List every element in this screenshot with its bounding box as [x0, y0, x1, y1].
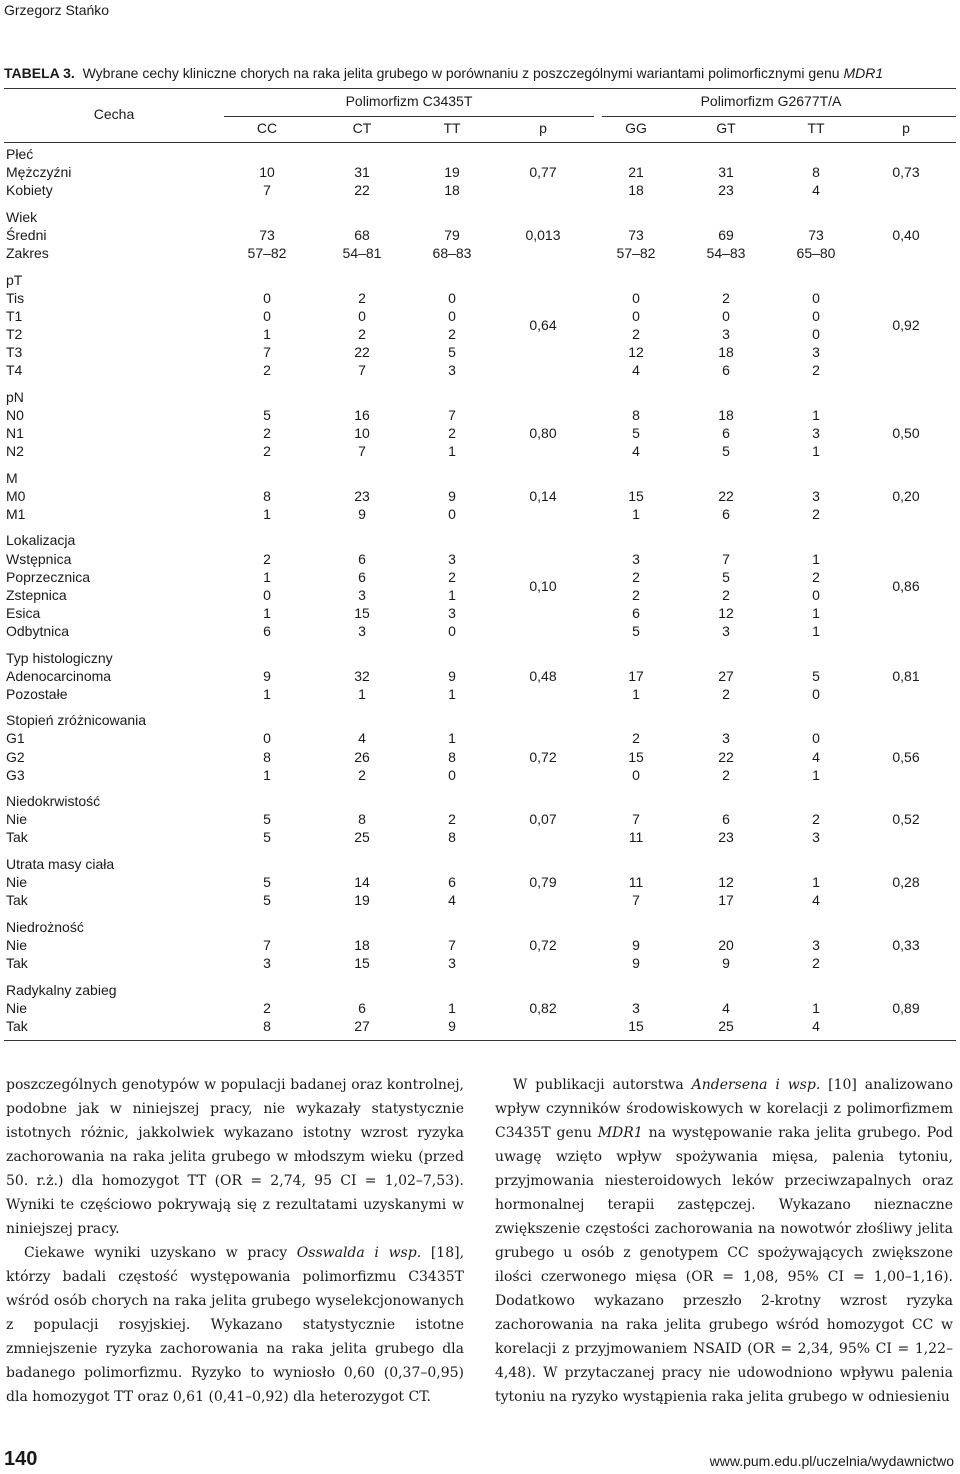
- table-cell: 4: [448, 892, 456, 909]
- table-cell: 5: [263, 811, 271, 828]
- row-label: Nie: [6, 874, 28, 891]
- table-cell: 14: [354, 874, 370, 891]
- table-cell: 3: [448, 955, 456, 971]
- p-value-c3435t: 0,10: [529, 577, 557, 594]
- table-cell: 7: [263, 344, 271, 360]
- table-cell: 0: [358, 307, 366, 324]
- table-cell: 18: [354, 936, 370, 953]
- table-cell: 18: [718, 406, 734, 423]
- p-value-g2677t: 0,92: [892, 316, 920, 333]
- header-feature: Cecha: [93, 106, 135, 122]
- header-col-g2677t-gg: GG: [625, 120, 647, 136]
- table-cell: 1: [263, 505, 271, 522]
- table-cell: 20: [718, 936, 734, 953]
- row-label: Nie: [6, 999, 28, 1016]
- table-cell: 2: [263, 362, 271, 379]
- table-cell: 23: [718, 829, 734, 846]
- table-cell: 2: [632, 730, 640, 747]
- table-cell: 10: [259, 164, 275, 181]
- table-cell: 10: [354, 424, 370, 441]
- header-col-c3435t-cc: CC: [256, 120, 278, 136]
- table-cell: 5: [632, 622, 640, 639]
- table-cell: 6: [263, 622, 271, 639]
- header-col-c3435t-p: p: [539, 120, 547, 136]
- table-cell: 7: [358, 443, 366, 459]
- table-cell: 0: [263, 307, 271, 324]
- table-cell: 2: [812, 505, 820, 522]
- p-value-g2677t: 0,52: [892, 811, 920, 828]
- table-cell: 23: [354, 487, 370, 504]
- table-cell: 9: [722, 955, 730, 971]
- table-cell: 2: [263, 999, 271, 1016]
- table-cell: 7: [263, 182, 271, 199]
- row-label: Tak: [6, 829, 28, 846]
- table-cell: 8: [263, 1017, 271, 1034]
- table-cell: 2: [358, 325, 366, 342]
- row-label: G3: [6, 766, 25, 783]
- table-cell: 7: [448, 406, 456, 423]
- table-cell: 7: [263, 936, 271, 953]
- group-title: Niedokrwistość: [6, 793, 101, 810]
- row-label: Mężczyźni: [6, 164, 72, 181]
- group-title: pT: [6, 271, 23, 288]
- table-cell: 1: [812, 550, 820, 567]
- table-cell: 1: [448, 685, 456, 702]
- body-column-left: [6, 1073, 464, 1409]
- table-cell: 6: [358, 568, 366, 585]
- table-cell: 57–82: [616, 245, 656, 261]
- table-cell: 18: [718, 344, 734, 360]
- table-cell: 1: [812, 874, 820, 891]
- table-cell: 5: [263, 874, 271, 891]
- table-cell: 1: [812, 406, 820, 423]
- table-cell: 3: [722, 730, 730, 747]
- table-cell: 2: [632, 586, 640, 603]
- row-label: M0: [6, 487, 26, 504]
- paragraph-left: Ciekawe wyniki uzyskano w pracy Osswalda i wsp. [18], którzy badali częstość występowania polimorfizmu C3435T wśród osób chorych na raka jelita grubego wyselekcjonowanych z populacji rosyjskiej. Wykazano statystycznie istotne zmniejszenie ryzyka zachorowania na raka jelita grubego dla badanego polimorfizmu. Ryzyko to wyniosło 0,60 (0,37–0,95) dla homozygot TT oraz 0,61 (0,41–0,92) dla heterozygot CT.: [6, 1245, 465, 1405]
- table-cell: 3: [448, 604, 456, 621]
- table-cell: 0: [263, 586, 271, 603]
- group-title: Lokalizacja: [6, 532, 76, 549]
- table-cell: 6: [358, 550, 366, 567]
- table-cell: 65–80: [796, 245, 836, 261]
- table-cell: 5: [722, 443, 730, 459]
- table-cell: 54–81: [342, 245, 382, 261]
- row-label: Odbytnica: [6, 622, 70, 639]
- table-cell: 2: [812, 568, 820, 585]
- row-label: Tak: [6, 955, 28, 971]
- table-cell: 4: [632, 362, 640, 379]
- row-label: Kobiety: [6, 182, 53, 199]
- table-cell: 54–83: [706, 245, 746, 261]
- table-cell: 1: [263, 766, 271, 783]
- table-cell: 1: [812, 604, 820, 621]
- table-cell: 19: [354, 892, 370, 909]
- p-value-g2677t: 0,40: [892, 226, 920, 243]
- table-rule-bottom: [4, 1040, 956, 1041]
- table-cell: 3: [812, 936, 820, 953]
- table-cell: 0: [448, 289, 456, 306]
- header-group-c3435t: Polimorfizm C3435T: [345, 93, 473, 109]
- group-title: Stopień zróżnicowania: [6, 712, 147, 729]
- group-title: pN: [6, 388, 24, 405]
- table-cell: 3: [632, 550, 640, 567]
- table-cell: 0: [632, 307, 640, 324]
- table-caption-label: TABELA 3.: [4, 65, 75, 81]
- table-cell: 1: [448, 730, 456, 747]
- table-cell: 22: [718, 748, 734, 765]
- paragraph-right: W publikacji autorstwa Andersena i wsp. [10] analizowano wpływ czynników środowiskowych w korelacji z polimorfizmem C3435T genu MDR1 na występowanie raka jelita grubego. Pod uwagę wzięto wpływ spożywania mięsa, palenia tytoniu, przyjmowania niesteroidowych leków przeciwzapalnych oraz hormonalnej terapii zastępczej. Wykazano nieznaczne zwiększenie częstości zachorowania na nowotwór złośliwy jelita grubego u osób z genotypem CC spożywających zwiększone ilości czerwonego mięsa (OR = 1,08, 95% CI = 1,00–1,16). Dodatkowo wykazano przeszło 2-krotny wzrost ryzyka zachorowania na raka jelita grubego wśród homozygot CC w korelacji z przyjmowaniem NSAID (OR = 2,34, 95% CI = 1,22–4,48). W przytaczanej pracy nie udowodniono wpływu palenia tytoniu na ryzyko wystąpienia raka jelita grubego w odniesieniu: [495, 1077, 954, 1405]
- table-cell: 4: [812, 1017, 820, 1034]
- table-cell: 1: [632, 505, 640, 522]
- row-label: Poprzecznica: [6, 568, 91, 585]
- table-cell: 0: [632, 766, 640, 783]
- table-caption-text: Wybrane cechy kliniczne chorych na raka jelita grubego w porównaniu z poszczególnymi wariantami polimorficznymi genu: [82, 65, 840, 81]
- table-cell: 1: [812, 443, 820, 459]
- table-cell: 7: [632, 811, 640, 828]
- table-cell: 5: [632, 424, 640, 441]
- group-title: M: [6, 469, 18, 486]
- table-cell: 4: [632, 443, 640, 459]
- table-cell: 69: [718, 226, 734, 243]
- p-value-c3435t: 0,07: [529, 811, 557, 828]
- table-cell: 25: [718, 1017, 734, 1034]
- table-cell: 1: [632, 685, 640, 702]
- p-value-c3435t: 0,64: [529, 316, 557, 333]
- table-cell: 8: [812, 164, 820, 181]
- table-cell: 7: [358, 362, 366, 379]
- table-cell: 31: [354, 164, 370, 181]
- table-cell: 32: [354, 667, 370, 684]
- table-cell: 3: [263, 955, 271, 971]
- header-col-g2677t-tt: TT: [807, 120, 825, 136]
- table-cell: 9: [632, 936, 640, 953]
- paragraph-left: poszczególnych genotypów w populacji badanej oraz kontrolnej, podobne jak w niniejszej pracy, nie wykazały statystycznie istotnych różnic, jakkolwiek wykazano istotny wzrost ryzyka zachorowania na raka jelita grubego w młodszym wieku (przed 50. r.ż.) dla homozygot TT (OR = 2,74, 95 CI = 1,02–7,53). Wyniki te częściowo pokrywają się z rezultatami uzyskanymi w niniejszej pracy.: [6, 1077, 464, 1237]
- table-cell: 9: [448, 1017, 456, 1034]
- table-cell: 1: [812, 622, 820, 639]
- row-label: Pozostałe: [6, 685, 68, 702]
- table-cell: 6: [722, 424, 730, 441]
- table-cell: 2: [722, 685, 730, 702]
- table-cell: 4: [722, 999, 730, 1016]
- row-label: Tak: [6, 1017, 28, 1034]
- p-value-c3435t: 0,80: [529, 424, 557, 441]
- table-cell: 3: [632, 999, 640, 1016]
- table-cell: 8: [263, 487, 271, 504]
- table-cell: 68–83: [432, 245, 472, 261]
- p-value-c3435t: 0,79: [529, 874, 557, 891]
- table-cell: 7: [448, 936, 456, 953]
- p-value-g2677t: 0,56: [892, 748, 920, 765]
- table-cell: 2: [448, 568, 456, 585]
- p-value-c3435t: 0,77: [529, 164, 557, 181]
- p-value-c3435t: 0,72: [529, 748, 557, 765]
- table-cell: 2: [448, 811, 456, 828]
- table-cell: 15: [628, 1017, 644, 1034]
- row-label: T2: [6, 325, 23, 342]
- table-cell: 1: [812, 766, 820, 783]
- table-cell: 8: [358, 811, 366, 828]
- p-value-c3435t: 0,72: [529, 936, 557, 953]
- table-cell: 18: [444, 182, 460, 199]
- table-cell: 21: [628, 164, 644, 181]
- row-label: Zakres: [6, 245, 49, 261]
- row-label: Nie: [6, 811, 28, 828]
- page-number: 140: [4, 1448, 38, 1470]
- table-cell: 0: [812, 685, 820, 702]
- table-cell: 79: [444, 226, 460, 243]
- table-cell: 4: [812, 892, 820, 909]
- table-cell: 3: [358, 586, 366, 603]
- body-column-right: [495, 1073, 953, 1409]
- row-label: Tis: [6, 289, 25, 306]
- table-cell: 3: [812, 487, 820, 504]
- table-cell: 1: [263, 325, 271, 342]
- p-value-c3435t: 0,48: [529, 667, 557, 684]
- header-group-g2677t: Polimorfizm G2677T/A: [700, 93, 842, 109]
- p-value-c3435t: 0,82: [529, 999, 557, 1016]
- table-cell: 4: [812, 748, 820, 765]
- row-label: Adenocarcinoma: [6, 667, 112, 684]
- table-cell: 8: [448, 829, 456, 846]
- table-cell: 0: [448, 505, 456, 522]
- table-cell: 6: [722, 362, 730, 379]
- table-cell: 3: [722, 325, 730, 342]
- table-cell: 0: [448, 622, 456, 639]
- table-cell: 17: [628, 667, 644, 684]
- p-value-g2677t: 0,33: [892, 936, 920, 953]
- row-label: Tak: [6, 892, 28, 909]
- table-cell: 12: [628, 344, 644, 360]
- table-cell: 2: [812, 362, 820, 379]
- row-label: Wstępnica: [6, 550, 72, 567]
- table-cell: 6: [722, 811, 730, 828]
- table-cell: 15: [628, 487, 644, 504]
- group-title: Utrata masy ciała: [6, 856, 115, 872]
- group-title: Typ histologiczny: [6, 649, 113, 666]
- table-cell: 27: [718, 667, 734, 684]
- table-cell: 2: [448, 325, 456, 342]
- row-label: G2: [6, 748, 25, 765]
- p-value-g2677t: 0,50: [892, 424, 920, 441]
- table-cell: 0: [632, 289, 640, 306]
- p-value-g2677t: 0,28: [892, 874, 920, 891]
- p-value-c3435t: 0,013: [525, 226, 561, 243]
- table-cell: 11: [628, 874, 644, 891]
- table-cell: 0: [448, 307, 456, 324]
- table-cell: 0: [263, 730, 271, 747]
- table-cell: 11: [628, 829, 644, 846]
- table-cell: 0: [812, 289, 820, 306]
- table-cell: 2: [812, 955, 820, 971]
- table-cell: 2: [448, 424, 456, 441]
- header-underline-c3435t: [224, 116, 594, 117]
- table-cell: 9: [448, 667, 456, 684]
- table-cell: 2: [722, 586, 730, 603]
- table-cell: 22: [354, 344, 370, 360]
- table-caption: [4, 65, 883, 81]
- table-cell: 9: [632, 955, 640, 971]
- header-underline-g2677t: [602, 116, 956, 117]
- header-col-c3435t-ct: CT: [352, 120, 372, 136]
- table-cell: 2: [358, 766, 366, 783]
- table-cell: 4: [812, 182, 820, 199]
- table-cell: 17: [718, 892, 734, 909]
- table-cell: 0: [263, 289, 271, 306]
- table-cell: 5: [263, 829, 271, 846]
- group-title: Płeć: [6, 146, 34, 162]
- table-cell: 5: [722, 568, 730, 585]
- table-cell: 16: [354, 406, 370, 423]
- row-label: T1: [6, 307, 23, 324]
- table-cell: 1: [263, 685, 271, 702]
- row-label: Nie: [6, 936, 28, 953]
- table-cell: 3: [812, 829, 820, 846]
- table-cell: 0: [812, 586, 820, 603]
- group-title: Niedrożność: [6, 918, 84, 935]
- table-cell: 8: [632, 406, 640, 423]
- table-cell: 6: [722, 505, 730, 522]
- group-title: Radykalny zabieg: [6, 981, 117, 998]
- table-cell: 31: [718, 164, 734, 181]
- header-col-g2677t-p: p: [902, 120, 910, 136]
- table-cell: 2: [263, 550, 271, 567]
- table-cell: 5: [812, 667, 820, 684]
- table-cell: 1: [812, 999, 820, 1016]
- table-cell: 8: [448, 748, 456, 765]
- row-label: N1: [6, 424, 24, 441]
- table-cell: 12: [718, 604, 734, 621]
- table-cell: 25: [354, 829, 370, 846]
- table-cell: 1: [448, 999, 456, 1016]
- p-value-g2677t: 0,89: [892, 999, 920, 1016]
- table-cell: 9: [263, 667, 271, 684]
- table-cell: 15: [354, 955, 370, 971]
- row-label: T4: [6, 362, 23, 379]
- p-value-g2677t: 0,73: [892, 164, 920, 181]
- table-cell: 3: [448, 362, 456, 379]
- table-cell: 7: [722, 550, 730, 567]
- table-cell: 73: [628, 226, 644, 243]
- table-cell: 2: [263, 443, 271, 459]
- table-cell: 26: [354, 748, 370, 765]
- table-cell: 1: [448, 586, 456, 603]
- table-cell: 3: [812, 424, 820, 441]
- table-cell: 9: [358, 505, 366, 522]
- p-value-g2677t: 0,81: [892, 667, 920, 684]
- table-cell: 68: [354, 226, 370, 243]
- table-cell: 23: [718, 182, 734, 199]
- table-cell: 7: [632, 892, 640, 909]
- table-cell: 2: [632, 325, 640, 342]
- table-cell: 5: [263, 892, 271, 909]
- row-label: M1: [6, 505, 26, 522]
- table-cell: 22: [718, 487, 734, 504]
- table-cell: 22: [354, 182, 370, 199]
- table-cell: 6: [358, 999, 366, 1016]
- table-cell: 0: [812, 307, 820, 324]
- table-cell: 2: [812, 811, 820, 828]
- table-cell: 73: [259, 226, 275, 243]
- table-cell: 1: [358, 685, 366, 702]
- table-cell: 3: [358, 622, 366, 639]
- table-cell: 15: [628, 748, 644, 765]
- table-cell: 0: [448, 766, 456, 783]
- table-cell: 73: [808, 226, 824, 243]
- table-cell: 3: [722, 622, 730, 639]
- table-cell: 2: [632, 568, 640, 585]
- p-value-g2677t: 0,86: [892, 577, 920, 594]
- row-label: N0: [6, 406, 24, 423]
- row-label: Zstepnica: [6, 586, 67, 603]
- table-cell: 2: [722, 289, 730, 306]
- p-value-g2677t: 0,20: [892, 487, 920, 504]
- publisher-url: www.pum.edu.pl/uczelnia/wydawnictwo: [709, 1453, 954, 1469]
- table-cell: 1: [263, 604, 271, 621]
- table-cell: 57–82: [247, 245, 287, 261]
- table-caption-gene: MDR1: [843, 65, 884, 81]
- table-cell: 1: [448, 443, 456, 459]
- table-cell: 5: [448, 344, 456, 360]
- table-cell: 5: [263, 406, 271, 423]
- table-cell: 6: [448, 874, 456, 891]
- row-label: G1: [6, 730, 25, 747]
- table-cell: 3: [448, 550, 456, 567]
- table-rule-header: [4, 142, 956, 143]
- table-cell: 0: [812, 730, 820, 747]
- header-col-g2677t-gt: GT: [716, 120, 736, 136]
- table-cell: 2: [358, 289, 366, 306]
- table-cell: 3: [812, 344, 820, 360]
- table-cell: 6: [632, 604, 640, 621]
- row-label: Średni: [6, 226, 47, 243]
- row-label: N2: [6, 443, 24, 459]
- table-cell: 0: [722, 307, 730, 324]
- table-cell: 8: [263, 748, 271, 765]
- table-cell: 2: [263, 424, 271, 441]
- row-label: T3: [6, 344, 23, 360]
- table-cell: 18: [628, 182, 644, 199]
- table-cell: 19: [444, 164, 460, 181]
- table-cell: 0: [812, 325, 820, 342]
- table-cell: 27: [354, 1017, 370, 1034]
- table-cell: 12: [718, 874, 734, 891]
- p-value-c3435t: 0,14: [529, 487, 557, 504]
- group-title: Wiek: [6, 208, 38, 225]
- table-rule-top: [4, 88, 956, 89]
- table-cell: 2: [722, 766, 730, 783]
- table-cell: 15: [354, 604, 370, 621]
- table-cell: 9: [448, 487, 456, 504]
- running-header-author: Grzegorz Stańko: [4, 2, 110, 18]
- header-col-c3435t-tt: TT: [443, 120, 461, 136]
- table-cell: 4: [358, 730, 366, 747]
- table-cell: 1: [263, 568, 271, 585]
- row-label: Esica: [6, 604, 41, 621]
